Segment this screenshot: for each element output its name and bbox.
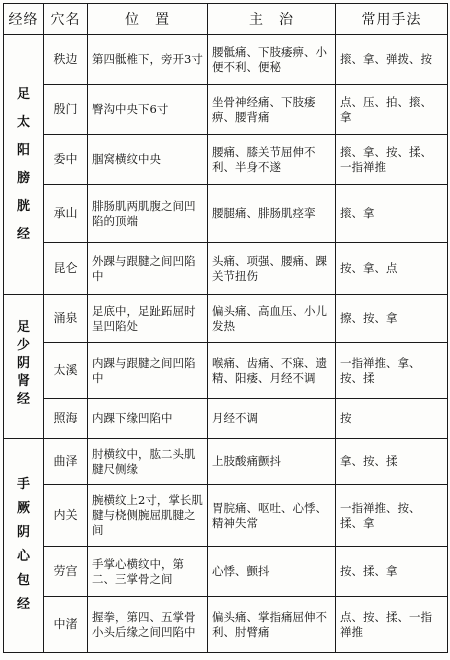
table-header-row bbox=[4, 4, 448, 35]
method-cell: 按、揉、拿 bbox=[336, 547, 448, 597]
position-cell: 腓肠肌两肌腹之间凹陷的顶端 bbox=[88, 185, 208, 243]
point-name: 殷门 bbox=[44, 85, 88, 135]
point-name: 照海 bbox=[44, 399, 88, 439]
table-row bbox=[4, 135, 448, 185]
method-cell: 点、压、拍、㨰、拿 bbox=[336, 85, 448, 135]
method-cell: 㨰、拿、按、揉、一指禅推 bbox=[336, 135, 448, 185]
position-cell: 内踝下缘凹陷中 bbox=[88, 399, 208, 439]
table-row bbox=[4, 439, 448, 485]
position-cell: 内踝与跟腱之间凹陷中 bbox=[88, 343, 208, 399]
header-position: 位 置 bbox=[88, 4, 208, 35]
treatment-cell: 心悸、颤抖 bbox=[208, 547, 336, 597]
header-meridian: 经络 bbox=[4, 4, 44, 35]
header-point-name: 穴名 bbox=[44, 4, 88, 35]
position-cell: 足底中，足趾跖屈时呈凹陷处 bbox=[88, 295, 208, 343]
treatment-cell: 月经不调 bbox=[208, 399, 336, 439]
position-cell: 臀沟中央下6寸 bbox=[88, 85, 208, 135]
method-cell: 点、按、揉、一指禅推 bbox=[336, 597, 448, 653]
treatment-cell: 头痛、项强、腰痛、踝关节扭伤 bbox=[208, 243, 336, 295]
method-cell: 一指禅推、拿、按、揉 bbox=[336, 343, 448, 399]
point-name: 承山 bbox=[44, 185, 88, 243]
table-row bbox=[4, 343, 448, 399]
position-cell: 手掌心横纹中，第二、三掌骨之间 bbox=[88, 547, 208, 597]
position-cell: 第四骶椎下，旁开3寸 bbox=[88, 35, 208, 85]
point-name: 秩边 bbox=[44, 35, 88, 85]
acupoint-table bbox=[3, 3, 448, 653]
header-treatment: 主 治 bbox=[208, 4, 336, 35]
table-row bbox=[4, 243, 448, 295]
point-name: 曲泽 bbox=[44, 439, 88, 485]
method-cell: 一指禅推、按、揉、拿 bbox=[336, 485, 448, 547]
table-row bbox=[4, 485, 448, 547]
treatment-cell: 坐骨神经痛、下肢痿痹、腰背痛 bbox=[208, 85, 336, 135]
treatment-cell: 腰痛、膝关节屈伸不利、半身不遂 bbox=[208, 135, 336, 185]
treatment-cell: 偏头痛、高血压、小儿发热 bbox=[208, 295, 336, 343]
table-row bbox=[4, 399, 448, 439]
method-cell: 按、拿、点 bbox=[336, 243, 448, 295]
method-cell: 㨰、拿 bbox=[336, 185, 448, 243]
method-cell: 擦、按、拿 bbox=[336, 295, 448, 343]
table-row bbox=[4, 85, 448, 135]
table-row bbox=[4, 547, 448, 597]
point-name: 内关 bbox=[44, 485, 88, 547]
method-cell: 按 bbox=[336, 399, 448, 439]
table-row bbox=[4, 295, 448, 343]
treatment-cell: 腰骶痛、下肢痿痹、小便不利、便秘 bbox=[208, 35, 336, 85]
treatment-cell: 喉痛、齿痛、不寐、遗精、阳痿、月经不调 bbox=[208, 343, 336, 399]
point-name: 昆仑 bbox=[44, 243, 88, 295]
treatment-cell: 偏头痛、掌指痛屈伸不利、肘臂痛 bbox=[208, 597, 336, 653]
method-cell: 㨰、拿、弹拨、按 bbox=[336, 35, 448, 85]
table-row bbox=[4, 185, 448, 243]
treatment-cell: 腰腿痛、腓肠肌痉挛 bbox=[208, 185, 336, 243]
position-cell: 外踝与跟腱之间凹陷中 bbox=[88, 243, 208, 295]
position-cell: 腕横纹上2寸，掌长肌腱与桡侧腕屈肌腱之间 bbox=[88, 485, 208, 547]
position-cell: 肘横纹中，肱二头肌腱尺侧缘 bbox=[88, 439, 208, 485]
treatment-cell: 胃脘痛、呕吐、心悸、精神失常 bbox=[208, 485, 336, 547]
point-name: 中渚 bbox=[44, 597, 88, 653]
meridian-cell: 手厥阴心包经 bbox=[4, 439, 44, 653]
point-name: 太溪 bbox=[44, 343, 88, 399]
position-cell: 腘窝横纹中央 bbox=[88, 135, 208, 185]
point-name: 涌泉 bbox=[44, 295, 88, 343]
meridian-cell: 足少阴肾经 bbox=[4, 295, 44, 439]
point-name: 劳宫 bbox=[44, 547, 88, 597]
header-method: 常用手法 bbox=[336, 4, 448, 35]
treatment-cell: 上肢酸痛颤抖 bbox=[208, 439, 336, 485]
table-row bbox=[4, 35, 448, 85]
meridian-cell: 足太阳膀胱经 bbox=[4, 35, 44, 295]
point-name: 委中 bbox=[44, 135, 88, 185]
method-cell: 拿、按、揉 bbox=[336, 439, 448, 485]
position-cell: 握拳，第四、五掌骨小头后缘之间凹陷中 bbox=[88, 597, 208, 653]
table-row bbox=[4, 597, 448, 653]
